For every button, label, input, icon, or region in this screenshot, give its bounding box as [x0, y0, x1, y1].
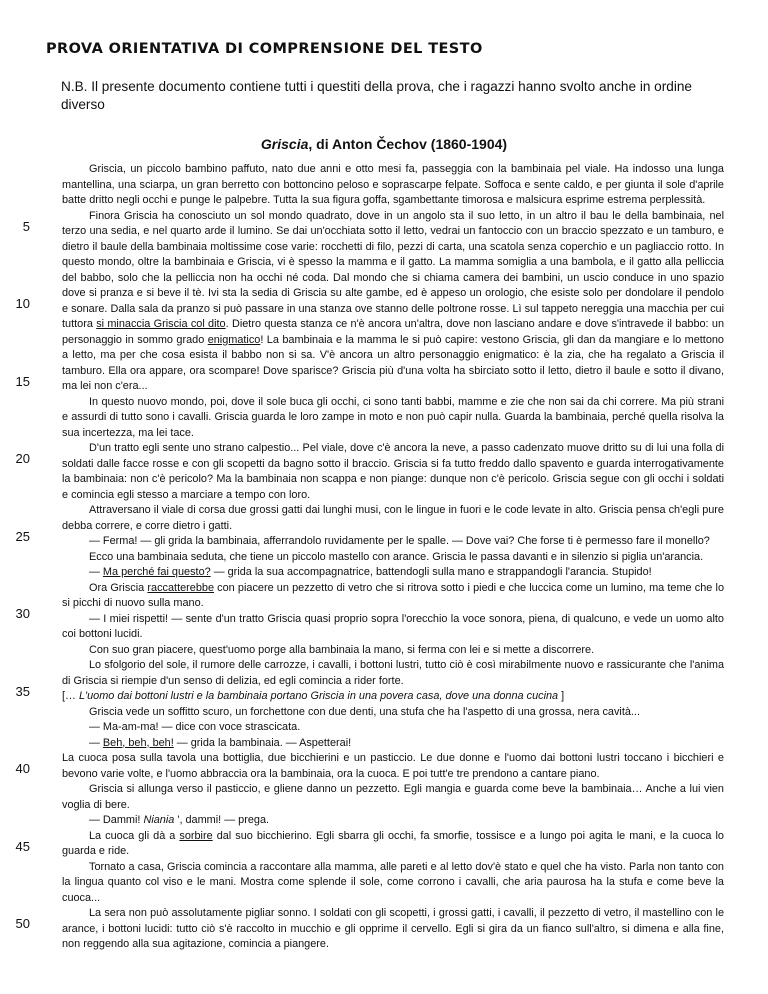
- text-run: . Dietro questa stanza ce n'è ancora un'altra, dove non lasciano andare e dove s'intravede il babbo: un personaggio in sommo grado: [62, 318, 724, 346]
- line-number: 35: [15, 684, 30, 699]
- paragraph: — Ferma! — gli grida la bambinaia, afferrandolo ruvidamente per le spalle. — Dove vai? Che forse ti è permesso fare il monello?: [89, 535, 710, 547]
- text-run: con piacere un pezzetto di vetro che si ritrova sotto i piedi e che luccica come un lumino, ma teme che lo si picchi di nuovo sulla mano.: [62, 581, 725, 609]
- text-run: ]: [558, 690, 565, 702]
- underlined-phrase: Beh, beh, beh!: [102, 736, 174, 749]
- story-byline: , di Anton Čechov (1860-1904): [308, 136, 508, 152]
- underlined-word: enigmatico: [207, 333, 261, 346]
- underlined-phrase: si minaccia Griscia col dito: [96, 318, 226, 330]
- paragraph: [62, 565, 724, 581]
- underlined-word: sorbire: [179, 829, 213, 842]
- line-number: 25: [15, 529, 30, 544]
- text-run: La cuoca gli dà a: [89, 829, 180, 842]
- text-run: ', dammi! — prega.: [174, 814, 270, 826]
- paragraph: Tornato a casa, Griscia comincia a raccontare alla mamma, alle pareti e al letto dov'è stato e quel che ha visto. Parla non tanto con la lingua quanto col viso e le mani. Mostra come splende il sole, come corrono i cavalli, che aria paurosa ha la stufa e come beve la cuoca...: [62, 860, 724, 904]
- line-number: 50: [15, 916, 30, 931]
- paragraph: Con suo gran piacere, quest'uomo porge alla bambinaia la mano, si ferma con lei e si mette a discorrere.: [89, 643, 595, 656]
- paragraph: [62, 736, 724, 752]
- paragraph: [62, 813, 724, 829]
- story-text: [62, 162, 724, 953]
- line-number: 5: [22, 219, 30, 234]
- text-run: —: [89, 736, 103, 749]
- bracketed-summary: [62, 689, 724, 705]
- text-run: dal suo bicchierino. Egli sbarra gli occhi, fa smorfie, tossisce e a lungo poi agita le mani, e la cuoca lo guarda e ride.: [62, 829, 724, 857]
- paragraph: Ecco una bambinaia seduta, che tiene un piccolo mastello con arance. Griscia le passa davanti e in silenzio si piglia un'arancia.: [89, 550, 704, 563]
- line-number: 30: [15, 606, 30, 621]
- line-number: 15: [15, 374, 30, 389]
- paragraph: — Ma-am-ma! — dice con voce strascicata.: [89, 721, 301, 733]
- page-title: PROVA ORIENTATIVA DI COMPRENSIONE DEL TESTO: [46, 41, 483, 57]
- paragraph: [62, 829, 724, 860]
- paragraph: [62, 581, 724, 612]
- italic-word: Niania: [143, 814, 175, 826]
- paragraph: Griscia, un piccolo bambino paffuto, nato due anni e otto mesi fa, passeggia con la bambinaia pel viale. Ha indosso una lunga mantellina, una sciarpa, un gran berretto con bottoncino peloso e soprascarpe felpate. Soffoca e sente caldo, e per giunta il sole d'aprile batte dritto negli occhi e punge le palpebre. Tutta la sua figura goffa, sgambettante timorosa e malsicura esprime estrema perplessità.: [62, 163, 724, 206]
- line-number: 10: [15, 296, 30, 311]
- line-number: 40: [15, 761, 30, 776]
- paragraph: Attraversano il viale di corsa due grossi gatti dai lunghi musi, con le lingue in fuori e le code levate in alto. Griscia pensa ch'egli pure debba correre, e corre dietro i gatti.: [62, 504, 724, 532]
- text-run: ! La bambinaia e la mamma le si può capire: vestono Griscia, gli dan da mangiare e lo mettono a letto, ma per che cosa esista il babbo non si sa. V'è ancora un altro personaggio enigmatico: è la zia, che ha regalato a Griscia il tamburo. Ella ora appare, ora scompare! Dove sparisce? Griscia più d'una volta ha sbirciato sotto il letto, dietro il baule e sotto il divano, ma lei non c'era...: [62, 333, 724, 392]
- text-run: — grida la sua accompagnatrice, battendogli sulla mano e strappandogli l'arancia. Stupido!: [210, 566, 652, 578]
- underlined-phrase: Ma perché fai questo?: [102, 566, 211, 578]
- story-title: [0, 136, 768, 152]
- text-run: — grida la bambinaia. — Aspetterai!: [173, 736, 352, 749]
- paragraph: La cuoca posa sulla tavola una bottiglia, due bicchierini e un pasticcio. Le due donne e l'uomo dai bottoni lustri toccano i bicchieri e bevono varie volte, e l'uomo abbraccia ora la bambinaia, ora la cuoca. E poi tutt'e tre prendono a cantare piano.: [62, 752, 724, 780]
- text-run: Finora Griscia ha conosciuto un sol mondo quadrato, dove in un angolo sta il suo letto, in un altro il bau le della bambinaia, nel terzo una sedia, e nel quarto arde il lumino. Se dai un'occhiata sotto il letto, vedrai un fantoccio con un braccio spezzato e un tamburo, e dietro il baule della bambinaia moltissime cose varie: rocchetti di filo, pezzi di carta, una scatola senza coperchio e un pagliaccio rotto. In questo mondo, oltre la bambinaia e Griscia, vi è spesso la mamma e il gatto. La mamma somiglia a una bambola, e il gatto alla pelliccia del babbo, solo che la pelliccia non ha occhi né coda. Dal mondo che si chiama camera dei bambini, un uscio conduce in uno spazio dove si pranza e si beve il tè. Ivi sta la sedia di Griscia su alte gambe, ed è appeso un orologio, che esiste solo per dondolare il pendolo e sonare. Dalla sala da pranzo si può passare in una stanza ove stanno delle poltrone rosse. Lì sul tappeto nereggia una macchia per cui tuttora: [62, 209, 724, 330]
- paragraph: La sera non può assolutamente pigliar sonno. I soldati con gli scopetti, i grossi gatti, i cavalli, il pezzetto di vetro, il mastellino con le arance, i bottoni lucidi: tutto ciò s'è raccolto in mucchio e gli opprime il cervello. Egli si gira da un fianco sull'altro, si dimena e alla fine, non reggendo alla sua agitazione, comincia a piangere.: [62, 907, 724, 950]
- text-run: […: [62, 690, 79, 702]
- document-note: N.B. Il presente documento contiene tutti i questiti della prova, che i ragazzi hanno svolto anche in ordine diverso: [61, 79, 692, 112]
- line-number: 20: [15, 451, 30, 466]
- paragraph: D'un tratto egli sente uno strano calpestio... Pel viale, dove c'è ancora la neve, a passo cadenzato muove dritto su di lui una folla di soldati dalle facce rosse e con gli scopetti da bagno sotto il braccio. Griscia si fa tutto freddo dallo spavento e guarda interrogativamente la bambinaia: non c'è pericolo? Ma la bambinaia non scappa e non piange: dunque non c'è pericolo. Griscia segue con gli occhi i soldati e comincia egli stesso a marciare a tempo con loro.: [62, 442, 724, 501]
- line-number: 45: [15, 839, 30, 854]
- paragraph: [62, 209, 724, 395]
- paragraph: — I miei rispetti! — sente d'un tratto Griscia quasi proprio sopra l'orecchio la voce sonora, piena, di qualcuno, e vede un uomo alto coi bottoni lucidi.: [62, 612, 724, 640]
- underlined-word: raccatterebbe: [147, 581, 214, 594]
- paragraph: Lo sfolgorio del sole, il rumore delle carrozze, i cavalli, i bottoni lustri, tutto ciò è così mirabilmente nuovo e rassicurante che l'anima di Griscia si riempie d'un senso di delizia, ed egli comincia a rider forte.: [62, 659, 724, 687]
- story-name: Griscia: [260, 136, 309, 152]
- paragraph: In questo nuovo mondo, poi, dove il sole buca gli occhi, ci sono tanti babbi, mamme e zie che non sai da chi correre. Ma più strani e assurdi di tutto sono i cavalli. Griscia guarda le loro zampe in moto e non può capir nulla. Guarda la bambinaia, perché quella risolva la sua incertezza, ma lei tace.: [62, 395, 724, 439]
- text-run: —: [89, 566, 103, 578]
- text-run: Ora Griscia: [89, 581, 148, 594]
- paragraph: Griscia vede un soffitto scuro, un forchettone con due denti, una stufa che ha l'aspetto di una grossa, nera cavità...: [89, 705, 640, 718]
- italic-summary: L'uomo dai bottoni lustri e la bambinaia portano Griscia in una povera casa, dove una donna cucina: [78, 690, 559, 702]
- text-run: — Dammi!: [89, 814, 144, 826]
- paragraph: Griscia si allunga verso il pasticcio, e gliene danno un pezzetto. Egli mangia e guarda come beve la bambinaia… Anche a lui vien voglia di bere.: [62, 783, 724, 811]
